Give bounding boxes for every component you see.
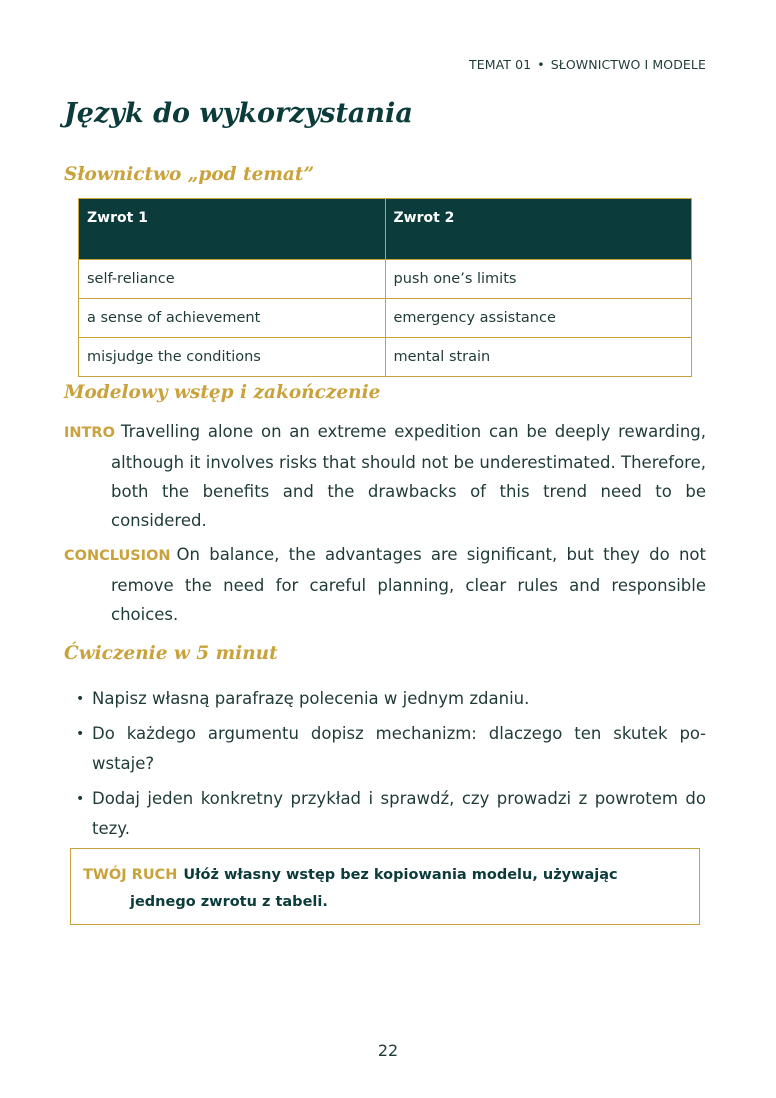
your-move-box (70, 848, 700, 925)
exercise-list (76, 684, 706, 849)
table-row (79, 299, 692, 338)
list-item (76, 719, 706, 779)
list-item (76, 684, 706, 714)
table-cell: mental strain (385, 338, 692, 377)
header-topic: TEMAT 01 (468, 57, 532, 72)
table-cell: push one’s limits (385, 260, 692, 299)
list-item-text: Do każdego argumentu dopisz mechanizm: dlaczego ten skutek powstaje? (92, 724, 706, 773)
header-section: SŁOWNICTWO I MODELE (550, 57, 706, 72)
page-title: Język do wykorzystania (64, 98, 413, 129)
table-cell: emergency assistance (385, 299, 692, 338)
model-heading: Modelowy wstęp i zakończenie (64, 382, 381, 403)
conclusion-text: On balance, the advantages are significant, but they do not remove the need for careful planning, clear rules and responsible choices. (111, 545, 706, 624)
list-item-text: Napisz własną parafrazę polecenia w jednym zdaniu. (92, 689, 530, 708)
intro-tag: INTRO (64, 425, 115, 441)
header-separator: • (537, 57, 545, 72)
bullet-icon: • (76, 791, 85, 807)
exercise-heading: Ćwiczenie w 5 minut (64, 643, 278, 664)
conclusion-paragraph (64, 540, 706, 629)
page-number: 22 (377, 1041, 399, 1060)
table-cell: a sense of achievement (79, 299, 386, 338)
list-item (76, 784, 706, 844)
list-item-text: Dodaj jeden konkretny przykład i sprawdź, czy prowadzi z powrotem do tezy. (92, 789, 706, 838)
conclusion-tag: CONCLUSION (64, 548, 171, 564)
column-header: Zwrot 2 (385, 199, 692, 260)
table-cell: misjudge the conditions (79, 338, 386, 377)
bullet-icon: • (76, 726, 85, 742)
column-header: Zwrot 1 (79, 199, 386, 260)
table-cell: self-reliance (79, 260, 386, 299)
intro-paragraph (64, 417, 706, 535)
vocab-heading: Słownictwo „pod temat” (64, 164, 315, 185)
table-row (79, 260, 692, 299)
your-move-text: Ułóż własny wstęp bez kopiowania modelu, używając jednego zwrotu z tabeli. (130, 867, 618, 910)
running-header (469, 57, 706, 72)
your-move-text-block (83, 862, 687, 916)
table-row (79, 338, 692, 377)
your-move-tag: TWÓJ RUCH (83, 867, 178, 883)
bullet-icon: • (76, 691, 85, 707)
vocab-table (78, 198, 692, 377)
intro-text: Travelling alone on an extreme expedition can be deeply rewarding, although it involves risks that should not be underestimated. Therefore, both the benefits and the drawbacks of this trend need to be considered. (111, 422, 706, 530)
table-header-row (79, 199, 692, 260)
